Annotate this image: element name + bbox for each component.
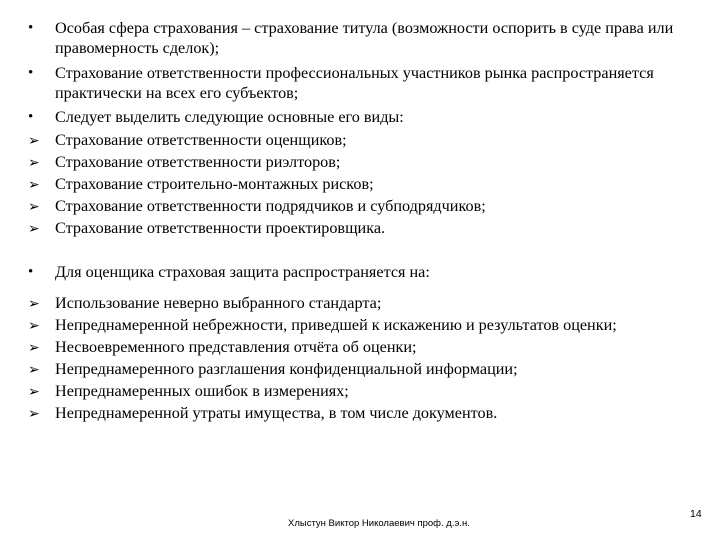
footer-author: Хлыстун Виктор Николаевич проф. д.э.н. bbox=[288, 518, 470, 529]
arrow-bullet-icon: ➢ bbox=[28, 362, 40, 378]
bullet-dot-icon: • bbox=[28, 264, 34, 280]
arrow-bullet-icon: ➢ bbox=[28, 133, 40, 149]
arrow-bullet-icon: ➢ bbox=[28, 296, 40, 312]
bullet-text: Страхование ответственности профессиональных участников рынка распространяется практически на всех его субъектов; bbox=[55, 64, 654, 102]
arrow-item-text: Непреднамеренных ошибок в измерениях; bbox=[55, 382, 349, 400]
arrow-bullet-icon: ➢ bbox=[28, 406, 40, 422]
arrow-bullet-icon: ➢ bbox=[28, 340, 40, 356]
arrow-item-text: Страхование ответственности риэлторов; bbox=[55, 153, 341, 171]
bullet-dot-icon: • bbox=[28, 65, 34, 81]
arrow-item-text: Непреднамеренной небрежности, приведшей к искажению и результатов оценки; bbox=[55, 316, 617, 334]
arrow-item-text: Страхование строительно-монтажных рисков; bbox=[55, 175, 374, 193]
bullet-text: Следует выделить следующие основные его виды: bbox=[55, 108, 404, 126]
bullet-dot-icon: • bbox=[28, 20, 34, 36]
page-number: 14 bbox=[690, 508, 702, 520]
arrow-item-text: Несвоевременного представления отчёта об оценки; bbox=[55, 338, 417, 356]
bullet-dot-icon: • bbox=[28, 109, 34, 125]
arrow-bullet-icon: ➢ bbox=[28, 384, 40, 400]
arrow-bullet-icon: ➢ bbox=[28, 177, 40, 193]
bullet-text: Особая сфера страхования – страхование титула (возможности оспорить в суде права или правомерность сделок); bbox=[55, 19, 674, 57]
arrow-bullet-icon: ➢ bbox=[28, 221, 40, 237]
arrow-item-text: Непреднамеренного разглашения конфиденциальной информации; bbox=[55, 360, 518, 378]
arrow-item-text: Использование неверно выбранного стандарта; bbox=[55, 294, 382, 312]
arrow-bullet-icon: ➢ bbox=[28, 199, 40, 215]
arrow-bullet-icon: ➢ bbox=[28, 155, 40, 171]
bullet-text: Для оценщика страховая защита распространяется на: bbox=[55, 263, 430, 281]
arrow-item-text: Непреднамеренной утраты имущества, в том числе документов. bbox=[55, 404, 498, 422]
arrow-item-text: Страхование ответственности подрядчиков и субподрядчиков; bbox=[55, 197, 486, 215]
arrow-item-text: Страхование ответственности оценщиков; bbox=[55, 131, 347, 149]
arrow-bullet-icon: ➢ bbox=[28, 318, 40, 334]
arrow-item-text: Страхование ответственности проектировщика. bbox=[55, 219, 386, 237]
